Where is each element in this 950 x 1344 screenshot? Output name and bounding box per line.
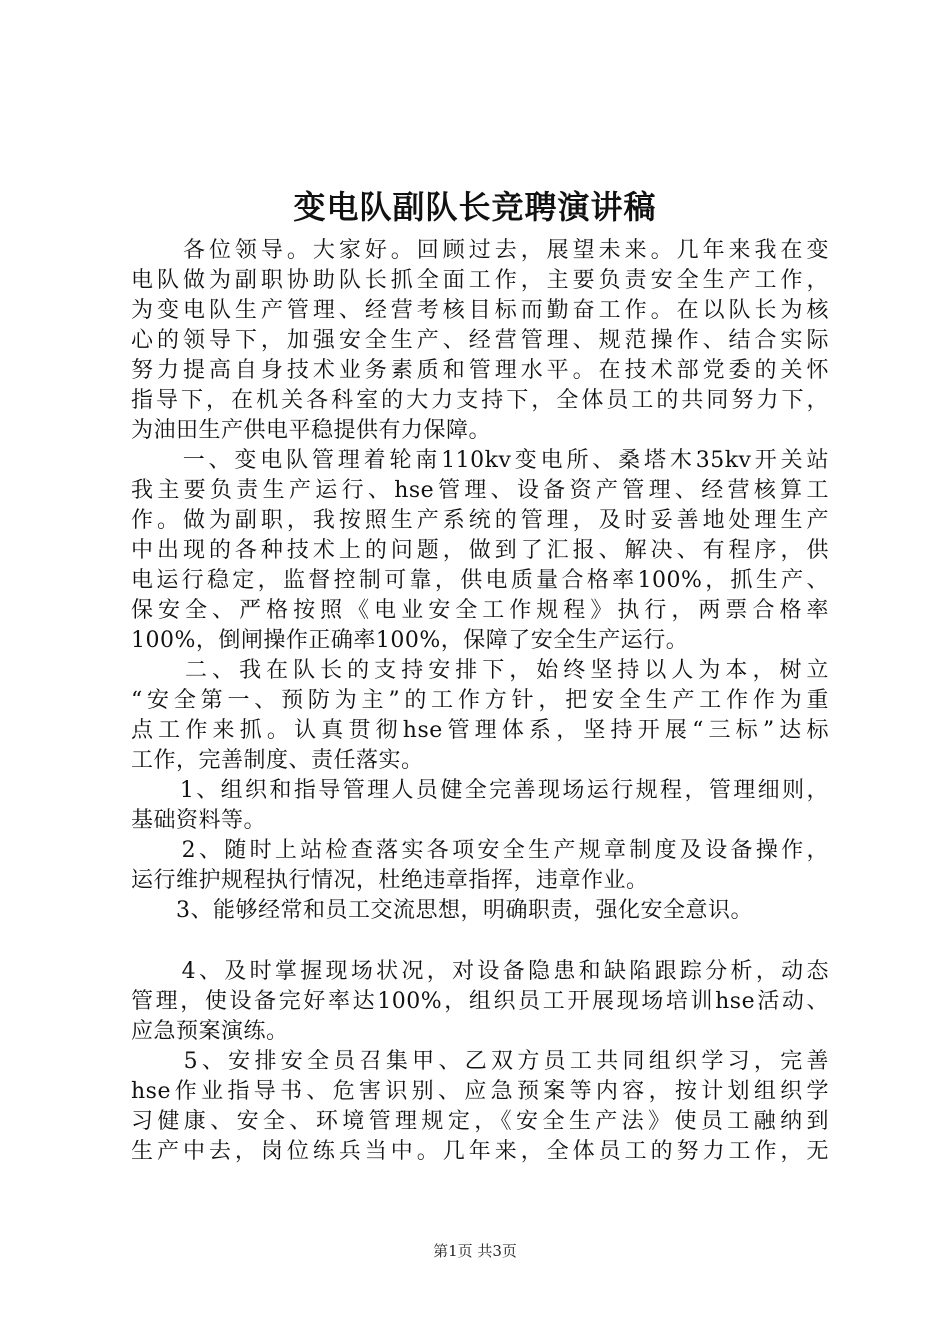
text-line: 点工作来抓。认真贯彻hse管理体系，坚持开展“三标”达标 — [131, 718, 829, 743]
document-title: 变电队副队长竞聘演讲稿 — [293, 188, 657, 226]
text-line: 3、能够经常和员工交流思想，明确职责，强化安全意识。 — [131, 898, 753, 923]
text-line: 中出现的各种技术上的问题，做到了汇报、解决、有程序，供 — [131, 538, 829, 563]
blank-line — [131, 926, 829, 957]
text-line: 运行维护规程执行情况，杜绝违章指挥，违章作业。 — [131, 868, 649, 893]
text-line: 作。做为副职，我按照生产系统的管理，及时妥善地处理生产 — [131, 508, 829, 533]
text-line: 二、我在队长的支持安排下，始终坚持以人为本，树立 — [131, 658, 829, 683]
text-line: “安全第一、预防为主”的工作方针，把安全生产工作作为重 — [131, 688, 829, 713]
text-line: 2、随时上站检查落实各项安全生产规章制度及设备操作， — [131, 838, 829, 863]
text-line: 各位领导。大家好。回顾过去，展望未来。几年来我在变 — [131, 238, 829, 263]
text-line: 管理，使设备完好率达100%，组织员工开展现场培训hse活动、 — [131, 989, 829, 1014]
text-line: 100%，倒闸操作正确率100%，保障了安全生产运行。 — [131, 628, 689, 653]
text-line: 指导下，在机关各科室的大力支持下，全体员工的共同努力下， — [131, 388, 829, 413]
text-line: 基础资料等。 — [131, 808, 267, 833]
text-line: 1、组织和指导管理人员健全完善现场运行规程，管理细则， — [131, 778, 829, 803]
text-line: 电运行稳定，监督控制可靠，供电质量合格率100%，抓生产、 — [131, 568, 829, 593]
text-line: hse作业指导书、危害识别、应急预案等内容，按计划组织学 — [131, 1079, 829, 1104]
text-line: 应急预案演练。 — [131, 1019, 289, 1044]
text-line: 为油田生产供电平稳提供有力保障。 — [131, 418, 492, 443]
text-line: 为变电队生产管理、经营考核目标而勤奋工作。在以队长为核 — [131, 298, 829, 323]
text-line: 生产中去，岗位练兵当中。几年来，全体员工的努力工作，无 — [131, 1139, 829, 1164]
text-line: 电队做为副职协助队长抓全面工作，主要负责安全生产工作， — [131, 268, 829, 293]
text-line: 4、及时掌握现场状况，对设备隐患和缺陷跟踪分析，动态 — [131, 959, 829, 984]
text-line: 一、变电队管理着轮南110kv变电所、桑塔木35kv开关站 — [131, 448, 829, 473]
page-number-footer: 第1页 共3页 — [433, 1242, 517, 1260]
text-line: 努力提高自身技术业务素质和管理水平。在技术部党委的关怀 — [131, 358, 829, 383]
text-line: 保安全、严格按照《电业安全工作规程》执行，两票合格率 — [131, 598, 829, 623]
text-line: 心的领导下，加强安全生产、经营管理、规范操作、结合实际 — [131, 328, 829, 353]
document-body — [131, 236, 829, 1167]
text-line: 5、安排安全员召集甲、乙双方员工共同组织学习，完善 — [131, 1049, 829, 1074]
text-line: 习健康、安全、环境管理规定，《安全生产法》使员工融纳到 — [131, 1109, 829, 1134]
text-line: 工作，完善制度、责任落实。 — [131, 748, 424, 773]
text-line: 我主要负责生产运行、hse管理、设备资产管理、经营核算工 — [131, 478, 829, 503]
